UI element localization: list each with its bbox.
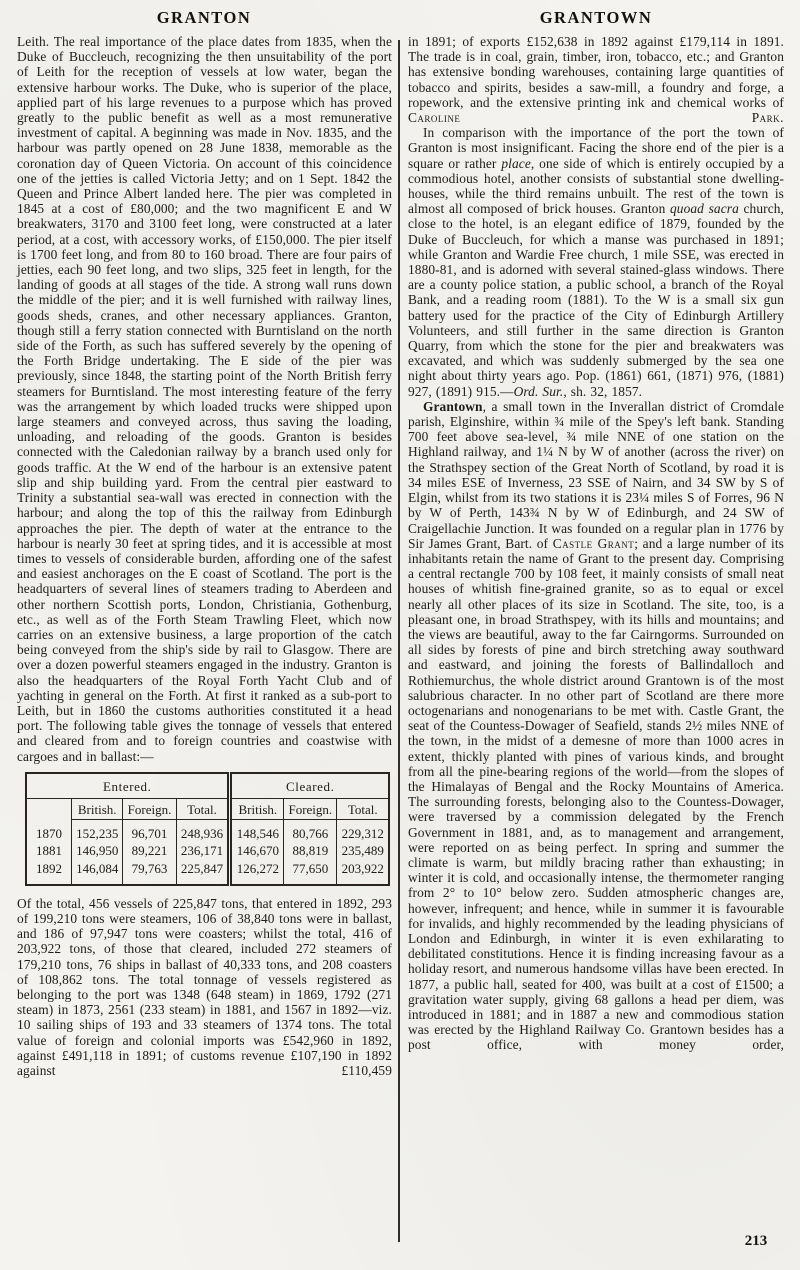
- paragraph-grantown-entry: Grantown, a small town in the Inverallan district of Cromdale parish, Elginshire, within ¾ mile of the Spey's left bank. Standing 700 feet above sea-level, ¾ mile NNE of one station on the Highland railway, and 1¼ N by W of another (across the river) on the Strathspey section of the Great North of Scotland, by road it is 34 miles ESE of Inverness, 23 SSE of Nairn, and 34 SW by S of Elgin, whilst from its two stations it is 23¼ miles S of Forres, 96 N by W of Perth, 143¾ N by W of Edinburgh, and 24 SW of Craigellachie Junction. It was founded on a regular plan in 1776 by Sir James Grant, Bart. of Castle Grant; and a large number of its inhabitants retain the name of Grant to the present day. Comprising a central rectangle 700 by 108 feet, it mainly consists of small neat houses of whitish fine-grained granite, so as to equal or excel nearly all other places of its size in Scotland. The site, too, is a pleasant one, in broad Strathspey, with its hills and mountains; and the views are beautiful, away to the far Cairngorms. Surrounded on all sides by forests of pine and birch stretching away southward and eastward, and joining the forests of Ballindalloch and Rothiemurchus, the whole district around Grantown is of the most salubrious character. In no other part of Scotland are there more octogenarians and nonogenarians to be met with. Castle Grant, the seat of the Countess-Dowager of Seafield, stands 2½ miles NNE of the town, in the midst of a demesne of more than 1000 acres in extent, thickly planted with pines of various kinds, and brought from all the pine-bearing regions of the world—from the slopes of the Himalayas of Bengal and the Rocky Mountains of America. The surrounding forests, belonging also to the Countess-Dowager, were traversed by a commission delegated by the French Government in 1881, and, as to management and arrangement, were reported on as being perfect. In spring and summer the climate is warm, but mildly bracing rather than exhausting; in winter it is cold, and occasionally intense, the thermometer ranging from 2° to 10° below zero. Sudden atmospheric changes are, however, infrequent; and hence, while in summer it is favourable for invalids, and highly recommended by the leading physicians of London and Edinburgh, in winter it is even exhilarating to debilitated constitutions. Hence it is finding increasing favour as a holiday resort, and numerous handsome villas have been erected. In 1877, a public hall, seated for 400, was built at a cost of £1500; a gravitation water supply, giving 68 gallons a head per diem, was introduced in 1881; and in 1887 a new and commodious station was erected by the Highland Railway Co. Grantown besides has a post office, with money order,: [408, 398, 784, 1053]
- styled-text: place: [501, 155, 531, 171]
- table-cell: 148,546: [230, 820, 284, 843]
- styled-text: Castle Grant: [552, 535, 635, 551]
- styled-text: quoad sacra: [670, 201, 739, 217]
- table-cell: 146,950: [72, 842, 123, 859]
- paragraph-granton-statistics: Of the total, 456 vessels of 225,847 tons, that entered in 1892, 293 of 199,210 tons were steamers, 106 of 38,840 tons were in ballast, and 186 of 97,947 tons were coasters; whilst the total, 416 of 203,922 tons, of those that cleared, included 272 steamers of 179,210 tons, 76 ships in ballast of 40,333 tons, and 208 coasters of 108,862 tons. The total tonnage of vessels registered as belonging to the port was 1348 (648 steam) in 1869, 1792 (271 steam) in 1873, 2561 (233 steam) in 1881, and 1567 in 1892—viz. 10 sailing ships of 193 and 33 steamers of 1374 tons. The total value of foreign and colonial imports was £542,960 in 1892, against £491,118 in 1891; of customs revenue £107,190 in 1892 against £110,459: [17, 895, 392, 1078]
- table-cell: 146,084: [72, 860, 123, 885]
- paragraph-granton-town: In comparison with the importance of the port the town of Granton is most insignificant. Facing the shore end of the pier is a square or rather place, one side of which is entirely occupied by a commodious hotel, another consists of substantial stone dwelling-houses, while the third remains unbuilt. The rest of the town is almost all composed of brick houses. Granton quoad sacra church, close to the hotel, is an elegant edifice of 1879, founded by the Duke of Buccleuch, for which a manse was purchased in 1891; while Granton and Wardie Free church, 1 mile SSE, was erected in 1880-81, and is adorned with several stained-glass windows. There are a county police station, a public school, a branch of the Royal Bank, and a reading room (1881). To the W is a small six gun battery used for the practice of the City of Edinburgh Artillery Volunteers, and still further in the same direction is Granton Quarry, from which the stone for the pier and breakwaters was excavated, and which was suddenly submerged by the sea one night about thirty years ago. Pop. (1861) 661, (1871) 976, (1881) 927, (1891) 915.—Ord. Sur., sh. 32, 1857.: [408, 125, 784, 399]
- table-column-header: British.: [72, 798, 123, 819]
- right-column: [408, 34, 784, 1053]
- table-cell: 248,936: [176, 820, 230, 843]
- table-column-header-row: [26, 798, 389, 819]
- table-cell: 96,701: [123, 820, 176, 843]
- table-year-header-cell: [26, 798, 72, 819]
- running-head-granton: GRANTON: [156, 8, 252, 27]
- table-cell: 88,819: [284, 842, 337, 859]
- table-cell: 77,650: [284, 860, 337, 885]
- table-cell: 80,766: [284, 820, 337, 843]
- styled-text: Grantown: [423, 398, 483, 414]
- table-row: [26, 820, 389, 843]
- table-cell: 236,171: [176, 842, 230, 859]
- table-cell: 89,221: [123, 842, 176, 859]
- table-year-cell: 1881: [36, 843, 62, 859]
- table-group-header-entered: Entered.: [26, 773, 230, 799]
- table-cell: 235,489: [337, 842, 389, 859]
- table-column-header: Foreign.: [123, 798, 176, 819]
- paragraph-granton-harbour: Leith. The real importance of the place dates from 1835, when the Duke of Buccleuch, recognizing the then unsuitability of the port of Leith for the reception of vessels at low water, began the extensive harbour works. The Duke, who is superior of the place, applied part of his large revenues to a purpose which has proved greatly to the public benefit as well as a most remunerative investment of capital. A beginning was made in Nov. 1835, and the harbour was partly opened on 28 June 1838, memorable as the coronation day of Queen Victoria. On account of this coincidence one of the jetties is called Victoria Jetty; and on 1 Sept. 1842 the Queen and Prince Albert landed here. The pier was completed in 1845 at a cost of £80,000; and the two magnificent E and W breakwaters, 3170 and 3100 feet long, were constructed at a later period, at a cost, with accessory works, of £150,000. The pier itself is 1700 feet long, and from 80 to 160 broad. There are four pairs of jetties, each 90 feet long, and two slips, 325 feet in length, for the landing of goods at all stages of the tide. A strong wall runs down the middle of the pier; and it is well furnished with railway lines, goods sheds, cranes, and other necessary appliances. Granton, though still a ferry station connected with Burntisland on the north side of the Forth, as such has suffered severely by the opening of the Forth Bridge undertaking. The E side of the pier was previously, since 1848, the starting point of the North British ferry steamers for Burntisland. The most interesting feature of the ferry was the arrangement by which loaded trucks were shipped upon large steamers and conveyed across, thus saving the loading, unloading, and reloading of the goods. Granton is besides connected with the Caledonian railway by a branch used only for goods traffic. At the W end of the harbour is an extensive patent slip and ship building yard. From the central pier eastward to Trinity a substantial sea-wall was erected in connection with the harbour; and along the top of this the railway from Edinburgh approaches the pier. The depth of water at the entrance to the harbour is nearly 30 feet at spring tides, and it is accessible at most times to vessels of considerable burden, affording one of the safest and easiest anchorages on the E coast of Scotland. The port is the headquarters of several lines of steamers trading to Aberdeen and other northern Scottish ports, London, Christiania, Gothenburg, etc., as well as of the Forth Steam Trawling Fleet, which now carries on an extensive business, a large proportion of the catch being conveyed from the ship's side by rail to Glasgow. There are over a dozen powerful steamers engaged in the industry. Granton is also the headquarters of the Royal Forth Yacht Club and of yachting in general on the Forth. At first it ranked as a sub-port to Leith, but in 1860 the customs authorities constituted it a head port. The following table gives the tonnage of vessels that entered and cleared from and to foreign countries and coastwise with cargoes and in ballast:—: [17, 34, 392, 764]
- table-cell: 79,763: [123, 860, 176, 885]
- table-group-header-row: [26, 773, 389, 799]
- styled-text: Caroline Park.: [408, 110, 784, 126]
- paragraph-granton-trade-continuation: in 1891; of exports £152,638 in 1892 against £179,114 in 1891. The trade is in coal, grain, timber, iron, tobacco, etc.; and Granton has extensive bonding warehouses, containing large quantities of tobacco and spirits, besides a saw-mill, a foundry and forge, a ropework, and the extensive printing ink and chemical works of Caroline Park.: [408, 34, 784, 126]
- table-year-cell: 1870: [36, 825, 62, 841]
- table-year-cell: 1892: [36, 860, 62, 876]
- table-cell: 126,272: [230, 860, 284, 885]
- column-divider-rule: [398, 40, 400, 1242]
- running-head-grantown: GRANTOWN: [539, 8, 653, 27]
- table-row: [26, 860, 389, 885]
- table-cell: 203,922: [337, 860, 389, 885]
- table-column-header: Total.: [176, 798, 230, 819]
- left-column: [17, 34, 392, 1078]
- table-cell: 146,670: [230, 842, 284, 859]
- styled-text: Ord. Sur.: [513, 383, 564, 399]
- table-cell: 152,235: [72, 820, 123, 843]
- tonnage-table: [25, 772, 390, 886]
- table-column-header: Total.: [337, 798, 389, 819]
- table-cell: 229,312: [337, 820, 389, 843]
- table-cell: 225,847: [176, 860, 230, 885]
- table-group-header-cleared: Cleared.: [230, 773, 389, 799]
- table-row: [26, 842, 389, 859]
- table-column-header: British.: [230, 798, 284, 819]
- table-column-header: Foreign.: [284, 798, 337, 819]
- page-number: 213: [744, 1233, 768, 1249]
